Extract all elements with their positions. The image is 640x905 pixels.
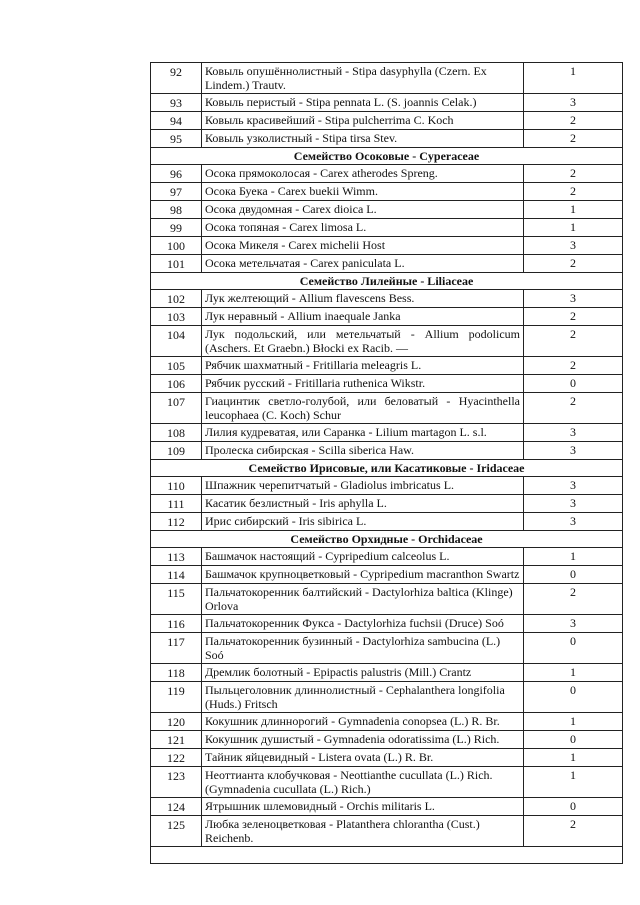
family-title: Семейство Осоковые - Cyperaceae xyxy=(151,148,623,165)
species-name: Осока топяная - Carex limosa L. xyxy=(202,219,524,237)
species-name: Осока прямоколосая - Carex atherodes Spreng. xyxy=(202,165,524,183)
row-number: 102 xyxy=(151,290,202,308)
row-number: 122 xyxy=(151,749,202,767)
species-name: Кокушник длиннорогий - Gymnadenia conopsea (L.) R. Br. xyxy=(202,713,524,731)
row-number: 112 xyxy=(151,513,202,531)
species-name: Касатик безлистный - Iris aphylla L. xyxy=(202,495,524,513)
row-number: 96 xyxy=(151,165,202,183)
category-value: 3 xyxy=(524,290,623,308)
category-value: 3 xyxy=(524,513,623,531)
row-number: 105 xyxy=(151,357,202,375)
species-name: Ковыль перистый - Stipa pennata L. (S. joannis Celak.) xyxy=(202,94,524,112)
table-row xyxy=(151,326,623,357)
row-number: 119 xyxy=(151,682,202,713)
table-row xyxy=(151,201,623,219)
row-number: 97 xyxy=(151,183,202,201)
category-value: 3 xyxy=(524,237,623,255)
row-number: 110 xyxy=(151,477,202,495)
family-header-row xyxy=(151,273,623,290)
species-name: Кокушник душистый - Gymnadenia odoratissima (L.) Rich. xyxy=(202,731,524,749)
species-name: Лук подольский, или метельчатый - Allium podolicum (Aschers. Et Graebn.) Błocki ex Racib. — xyxy=(202,326,524,357)
category-value: 2 xyxy=(524,112,623,130)
category-value: 0 xyxy=(524,731,623,749)
species-name: Пыльцеголовник длиннолистный - Cephalanthera longifolia (Huds.) Fritsch xyxy=(202,682,524,713)
table-row xyxy=(151,130,623,148)
category-value: 1 xyxy=(524,749,623,767)
table-row xyxy=(151,308,623,326)
category-value: 3 xyxy=(524,94,623,112)
row-number: 114 xyxy=(151,566,202,584)
category-value: 2 xyxy=(524,584,623,615)
row-number: 116 xyxy=(151,615,202,633)
category-value: 3 xyxy=(524,477,623,495)
species-name: Осока двудомная - Carex dioica L. xyxy=(202,201,524,219)
row-number: 118 xyxy=(151,664,202,682)
empty-row xyxy=(151,847,623,864)
species-name: Башмачок настоящий - Cypripedium calceolus L. xyxy=(202,548,524,566)
table-row xyxy=(151,767,623,798)
species-name: Неоттианта клобучковая - Neottianthe cucullata (L.) Rich. (Gymnadenia cucullata (L.) Rich.) xyxy=(202,767,524,798)
species-name: Ковыль красивейший - Stipa pulcherrima C. Koch xyxy=(202,112,524,130)
table-row xyxy=(151,682,623,713)
category-value: 2 xyxy=(524,393,623,424)
row-number: 99 xyxy=(151,219,202,237)
family-title: Семейство Орхидные - Orchidaceae xyxy=(151,531,623,548)
category-value: 0 xyxy=(524,798,623,816)
species-name: Шпажник черепитчатый - Gladiolus imbricatus L. xyxy=(202,477,524,495)
category-value: 0 xyxy=(524,375,623,393)
table-row xyxy=(151,633,623,664)
species-name: Гиацинтик светло-голубой, или беловатый - Hyacinthella leucophaea (C. Koch) Schur xyxy=(202,393,524,424)
category-value: 1 xyxy=(524,219,623,237)
table-row xyxy=(151,375,623,393)
species-name: Пальчатокоренник балтийский - Dactylorhiza baltica (Klinge) Orlova xyxy=(202,584,524,615)
family-header-row xyxy=(151,531,623,548)
category-value: 1 xyxy=(524,767,623,798)
category-value: 1 xyxy=(524,548,623,566)
row-number: 104 xyxy=(151,326,202,357)
row-number: 113 xyxy=(151,548,202,566)
table-row xyxy=(151,495,623,513)
species-name: Лилия кудреватая, или Саранка - Lilium martagon L. s.l. xyxy=(202,424,524,442)
row-number: 101 xyxy=(151,255,202,273)
category-value: 0 xyxy=(524,682,623,713)
category-value: 2 xyxy=(524,255,623,273)
species-name: Ятрышник шлемовидный - Orchis militaris L. xyxy=(202,798,524,816)
table-row xyxy=(151,219,623,237)
species-name: Пальчатокоренник бузинный - Dactylorhiza sambucina (L.) Soó xyxy=(202,633,524,664)
species-name: Ковыль опушённолистный - Stipa dasyphylla (Czern. Ex Lindem.) Trautv. xyxy=(202,63,524,94)
table-row xyxy=(151,816,623,847)
species-name: Пролеска сибирская - Scilla siberica Haw. xyxy=(202,442,524,460)
family-title: Семейство Лилейные - Liliaceae xyxy=(151,273,623,290)
species-name: Ковыль узколистный - Stipa tirsa Stev. xyxy=(202,130,524,148)
row-number: 111 xyxy=(151,495,202,513)
species-name: Рябчик русский - Fritillaria ruthenica Wikstr. xyxy=(202,375,524,393)
row-number: 106 xyxy=(151,375,202,393)
row-number: 100 xyxy=(151,237,202,255)
category-value: 2 xyxy=(524,357,623,375)
table-row xyxy=(151,165,623,183)
row-number: 94 xyxy=(151,112,202,130)
table-row xyxy=(151,442,623,460)
table-row xyxy=(151,477,623,495)
row-number: 93 xyxy=(151,94,202,112)
row-number: 98 xyxy=(151,201,202,219)
species-name: Лук желтеющий - Allium flavescens Bess. xyxy=(202,290,524,308)
species-name: Дремлик болотный - Epipactis palustris (Mill.) Crantz xyxy=(202,664,524,682)
category-value: 1 xyxy=(524,201,623,219)
species-name: Лук неравный - Allium inaequale Janka xyxy=(202,308,524,326)
table-row xyxy=(151,513,623,531)
table-body xyxy=(151,63,623,864)
table-row xyxy=(151,290,623,308)
table-row xyxy=(151,798,623,816)
row-number: 115 xyxy=(151,584,202,615)
family-header-row xyxy=(151,148,623,165)
species-name: Тайник яйцевидный - Listera ovata (L.) R. Br. xyxy=(202,749,524,767)
table-row xyxy=(151,615,623,633)
table-row xyxy=(151,112,623,130)
category-value: 1 xyxy=(524,664,623,682)
row-number: 117 xyxy=(151,633,202,664)
protected-species-table xyxy=(150,62,623,864)
category-value: 2 xyxy=(524,183,623,201)
category-value: 3 xyxy=(524,442,623,460)
table-row xyxy=(151,237,623,255)
table-row xyxy=(151,548,623,566)
row-number: 123 xyxy=(151,767,202,798)
species-name: Башмачок крупноцветковый - Cypripedium macranthon Swartz xyxy=(202,566,524,584)
row-number: 125 xyxy=(151,816,202,847)
row-number: 124 xyxy=(151,798,202,816)
empty-cell xyxy=(151,847,623,864)
category-value: 2 xyxy=(524,816,623,847)
species-name: Любка зеленоцветковая - Platanthera chlorantha (Cust.) Reichenb. xyxy=(202,816,524,847)
table-row xyxy=(151,584,623,615)
species-document xyxy=(150,62,616,864)
category-value: 0 xyxy=(524,633,623,664)
row-number: 121 xyxy=(151,731,202,749)
row-number: 95 xyxy=(151,130,202,148)
table-row xyxy=(151,749,623,767)
category-value: 1 xyxy=(524,713,623,731)
row-number: 109 xyxy=(151,442,202,460)
row-number: 120 xyxy=(151,713,202,731)
table-row xyxy=(151,255,623,273)
row-number: 92 xyxy=(151,63,202,94)
category-value: 2 xyxy=(524,130,623,148)
species-name: Пальчатокоренник Фукса - Dactylorhiza fuchsii (Druce) Soó xyxy=(202,615,524,633)
table-row xyxy=(151,357,623,375)
table-row xyxy=(151,393,623,424)
family-header-row xyxy=(151,460,623,477)
species-name: Осока метельчатая - Carex paniculata L. xyxy=(202,255,524,273)
row-number: 108 xyxy=(151,424,202,442)
table-row xyxy=(151,183,623,201)
table-row xyxy=(151,63,623,94)
row-number: 103 xyxy=(151,308,202,326)
category-value: 2 xyxy=(524,308,623,326)
category-value: 2 xyxy=(524,326,623,357)
table-row xyxy=(151,566,623,584)
category-value: 1 xyxy=(524,63,623,94)
category-value: 2 xyxy=(524,165,623,183)
table-row xyxy=(151,664,623,682)
category-value: 3 xyxy=(524,615,623,633)
row-number: 107 xyxy=(151,393,202,424)
species-name: Осока Буека - Carex buekii Wimm. xyxy=(202,183,524,201)
table-row xyxy=(151,424,623,442)
species-name: Ирис сибирский - Iris sibirica L. xyxy=(202,513,524,531)
category-value: 3 xyxy=(524,424,623,442)
table-row xyxy=(151,94,623,112)
species-name: Осока Микеля - Carex michelii Host xyxy=(202,237,524,255)
species-name: Рябчик шахматный - Fritillaria meleagris L. xyxy=(202,357,524,375)
category-value: 3 xyxy=(524,495,623,513)
family-title: Семейство Ирисовые, или Касатиковые - Iridaceae xyxy=(151,460,623,477)
table-row xyxy=(151,731,623,749)
table-row xyxy=(151,713,623,731)
category-value: 0 xyxy=(524,566,623,584)
